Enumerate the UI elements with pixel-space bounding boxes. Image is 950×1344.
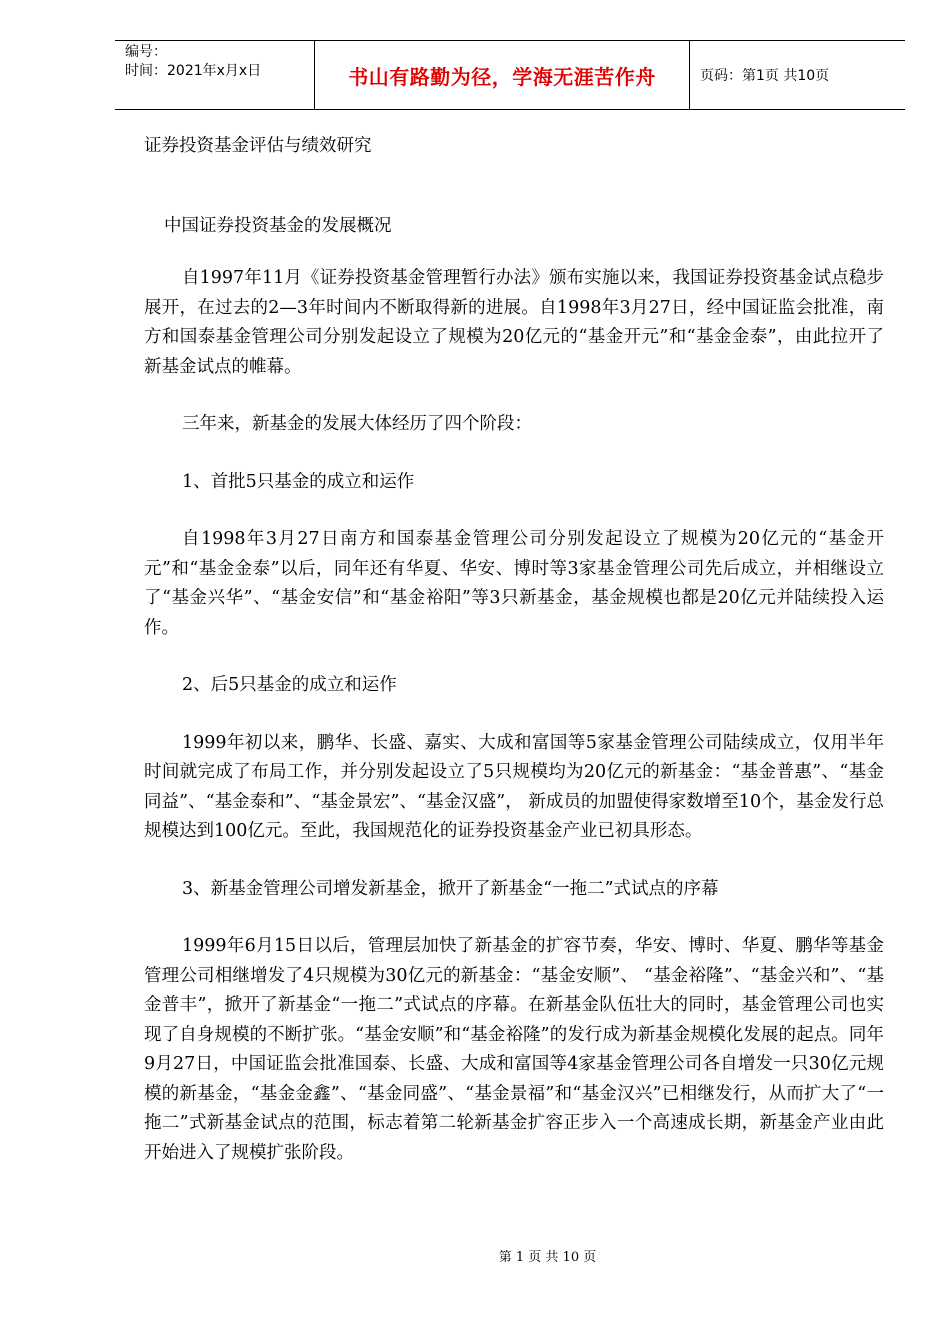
stage3-title: 3、新基金管理公司增发新基金，掀开了新基金“一拖二”式试点的序幕 [182, 878, 719, 899]
stage3-paragraph: 1999年6月15日以后，管理层加快了新基金的扩容节奏，华安、博时、华夏、鹏华等基金管理公司相继增发了4只规模为30亿元的新基金：“基金安顺”、 “基金裕隆”、“基金兴和”、“基金普丰”，掀开了新基金“一拖二”式试点的序幕。在新基金队伍壮大的同时，基金管理公司也实现了自身规模的不断扩张。“基金安顺”和“基金裕隆”的发行成为新基金规模化发展的起点。同年9月27日，中国证监会批准国泰、长盛、大成和富国等4家基金管理公司各自增发一只30亿元规模的新基金，“基金金鑫”、“基金同盛”、“基金景福”和“基金汉兴”已相继发行，从而扩大了“一拖二”式新基金试点的范围，标志着第二轮新基金扩容正步入一个高速成长期，新基金产业由此开始进入了规模扩张阶段。 [144, 936, 884, 1163]
header-meta [115, 41, 315, 109]
stage2-title: 2、后5只基金的成立和运作 [182, 675, 397, 695]
page-footer: 第 1 页 共 10 页 [498, 1250, 597, 1265]
section-title: 中国证券投资基金的发展概况 [164, 215, 392, 236]
page-header [115, 40, 905, 110]
stage1-title: 1、首批5只基金的成立和运作 [182, 471, 415, 492]
stage1-paragraph: 自1998年3月27日南方和国泰基金管理公司分别发起设立了规模为20亿元的“基金开元”和“基金金泰”以后，同年还有华夏、华安、博时等3家基金管理公司先后成立，并相继设立了“基金兴华”、“基金安信”和“基金裕阳”等3只新基金，基金规模也都是20亿元并陆续投入运作。 [144, 529, 884, 638]
header-page-label: 页码：第1页 共10页 [700, 68, 830, 84]
stages-intro: 三年来，新基金的发展大体经历了四个阶段： [182, 414, 532, 434]
time-label: 时间：2021年x月x日 [125, 63, 262, 79]
stage2-paragraph: 1999年初以来，鹏华、长盛、嘉实、大成和富国等5家基金管理公司陆续成立，仅用半年时间就完成了布局工作，并分别发起设立了5只规模均为20亿元的新基金：“基金普惠”、“基金同益”、“基金泰和”、“基金景宏”、“基金汉盛”， 新成员的加盟使得家数增至10个，基金发行总规模达到100亿元。至此，我国规范化的证券投资基金产业已初具形态。 [144, 732, 884, 841]
number-label: 编号： [125, 44, 167, 60]
intro-paragraph: 自1997年11月《证券投资基金管理暂行办法》颁布实施以来，我国证券投资基金试点稳步展开，在过去的2—3年时间内不断取得新的进展。自1998年3月27日，经中国证监会批准，南方和国泰基金管理公司分别发起设立了规模为20亿元的“基金开元”和“基金金泰”，由此拉开了新基金试点的帷幕。 [144, 268, 884, 377]
document-body [144, 132, 884, 1196]
header-motto: 书山有路勤为径，学海无涯苦作舟 [315, 41, 690, 109]
document-title: 证券投资基金评估与绩效研究 [144, 136, 372, 156]
